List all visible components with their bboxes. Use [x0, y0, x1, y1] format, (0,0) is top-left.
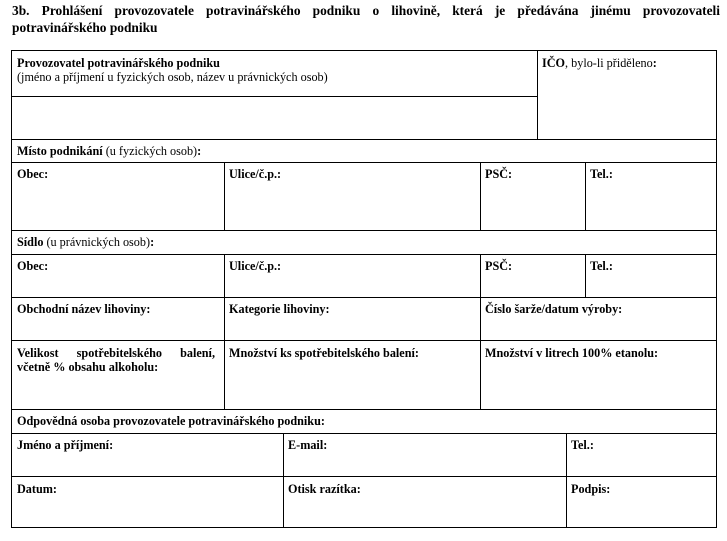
person-email-field[interactable]	[285, 453, 565, 475]
place-psc-field[interactable]	[482, 182, 584, 229]
place-obec-field[interactable]	[13, 182, 223, 229]
place-obec-label: Obec:	[17, 167, 49, 181]
divider	[11, 409, 717, 410]
package-size-field[interactable]	[13, 376, 223, 408]
place-tel-field[interactable]	[587, 182, 716, 229]
office-psc-label: PSČ:	[485, 259, 513, 273]
stamp-field[interactable]	[285, 497, 565, 527]
office-tel-field[interactable]	[587, 274, 716, 296]
person-tel-field[interactable]	[568, 453, 716, 475]
divider	[11, 254, 717, 255]
date-field[interactable]	[13, 497, 282, 527]
signature-label: Podpis:	[571, 482, 611, 496]
responsible-person-title: Odpovědná osoba provozovatele potravinářského podniku:	[17, 414, 325, 428]
person-email-label: E-mail:	[288, 438, 328, 452]
person-name-field[interactable]	[13, 453, 282, 475]
place-psc-label: PSČ:	[485, 167, 513, 181]
batch-label: Číslo šarže/datum výroby:	[485, 302, 623, 316]
operator-label: Provozovatel potravinářského podniku	[17, 56, 220, 70]
divider	[480, 162, 481, 230]
divider	[11, 340, 717, 341]
divider	[11, 230, 717, 231]
person-name-label: Jméno a příjmení:	[17, 438, 114, 452]
category-field[interactable]	[226, 317, 479, 339]
package-qty-field[interactable]	[226, 362, 479, 408]
place-of-business-label: Místo podnikání (u fyzických osob):	[17, 144, 202, 158]
form-heading: 3b. Prohlášení provozovatele potravinářského podniku o lihovině, která je předávána jinému provozovateli potravinářského podniku	[12, 3, 720, 35]
date-label: Datum:	[17, 482, 57, 496]
divider	[11, 433, 717, 434]
divider	[11, 96, 537, 97]
batch-field[interactable]	[482, 317, 716, 339]
office-tel-label: Tel.:	[590, 259, 613, 273]
office-ulice-field[interactable]	[226, 274, 479, 296]
person-tel-label: Tel.:	[571, 438, 594, 452]
place-ulice-label: Ulice/č.p.:	[229, 167, 282, 181]
office-obec-field[interactable]	[13, 274, 223, 296]
litres-ethanol-field[interactable]	[482, 362, 716, 408]
divider	[585, 254, 586, 297]
office-psc-field[interactable]	[482, 274, 584, 296]
divider	[11, 162, 717, 163]
divider	[585, 162, 586, 230]
divider	[537, 50, 538, 139]
divider	[11, 297, 717, 298]
divider	[480, 254, 481, 409]
litres-ethanol-label: Množství v litrech 100% etanolu:	[485, 346, 659, 360]
package-qty-label: Množství ks spotřebitelského balení:	[229, 346, 419, 360]
category-label: Kategorie lihoviny:	[229, 302, 330, 316]
divider	[11, 476, 717, 477]
ico-label: IČO, bylo-li přiděleno:	[542, 56, 657, 70]
divider	[224, 254, 225, 409]
trade-name-field[interactable]	[13, 317, 223, 339]
registered-office-label: Sídlo (u právnických osob):	[17, 235, 155, 249]
place-ulice-field[interactable]	[226, 182, 479, 229]
place-tel-label: Tel.:	[590, 167, 613, 181]
divider	[224, 162, 225, 230]
divider	[566, 433, 567, 528]
divider	[11, 139, 717, 140]
ico-field[interactable]	[539, 72, 716, 138]
office-obec-label: Obec:	[17, 259, 49, 273]
trade-name-label: Obchodní název lihoviny:	[17, 302, 151, 316]
operator-note: (jméno a příjmení u fyzických osob, název u právnických osob)	[17, 70, 328, 84]
stamp-label: Otisk razítka:	[288, 482, 361, 496]
signature-field[interactable]	[568, 497, 716, 527]
package-size-label: Velikost spotřebitelského balení, včetně % obsahu alkoholu:	[17, 346, 215, 374]
office-ulice-label: Ulice/č.p.:	[229, 259, 282, 273]
divider	[283, 433, 284, 528]
operator-name-field[interactable]	[13, 98, 536, 138]
